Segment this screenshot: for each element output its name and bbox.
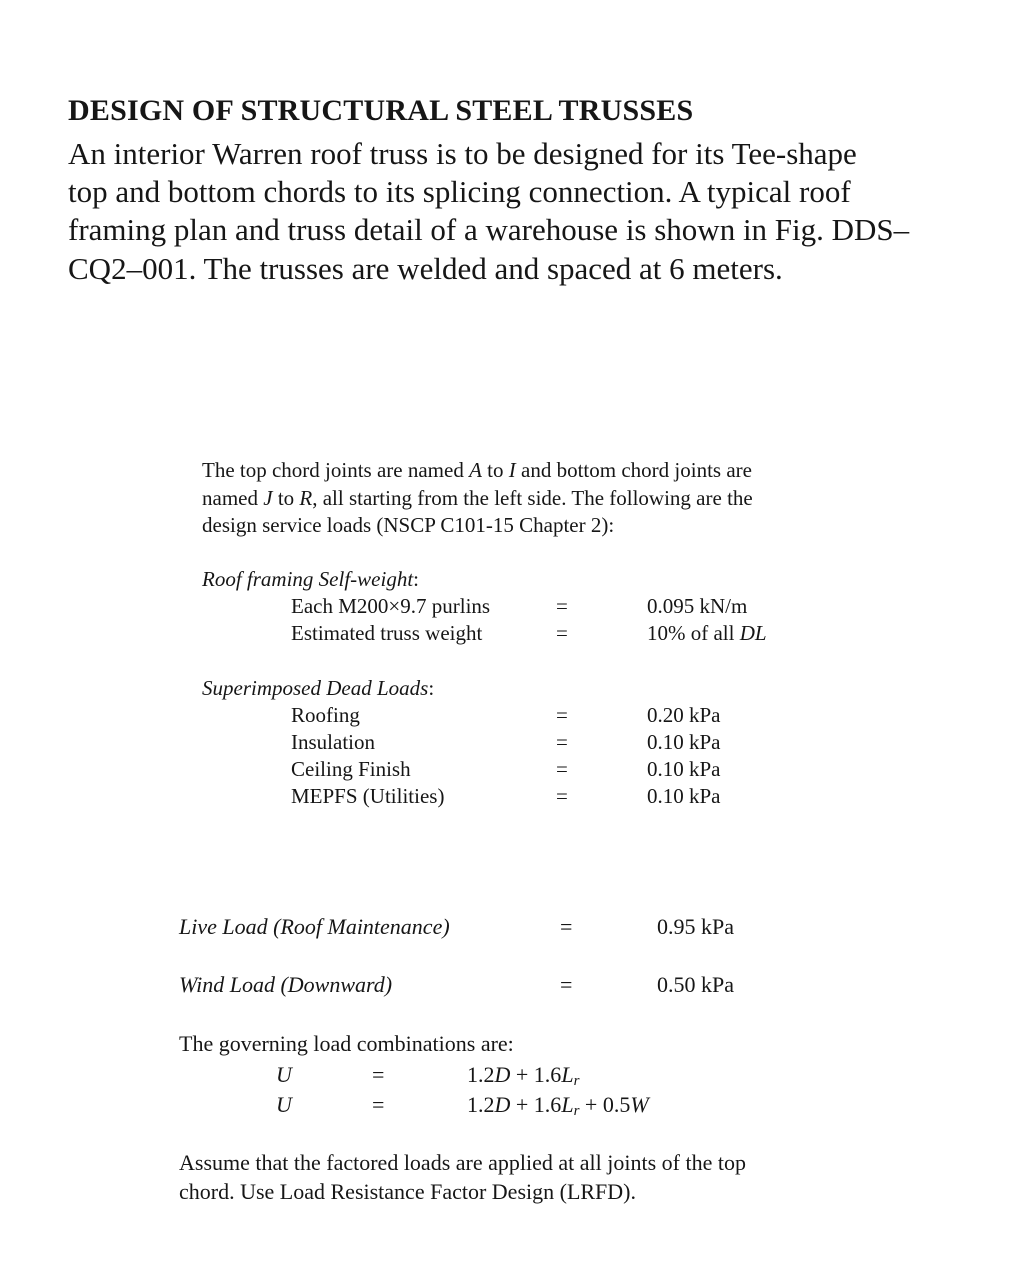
- superimposed-value-ceiling: 0.10 kPa: [647, 757, 721, 781]
- self-weight-label-truss: Estimated truss weight: [291, 621, 483, 645]
- joints-paragraph-line-3: design service loads (NSCP C101-15 Chapter 2):: [202, 513, 615, 537]
- intro-line-4: CQ2–001. The trusses are welded and spaced at 6 meters.: [68, 251, 783, 286]
- superimposed-value-mepfs: 0.10 kPa: [647, 784, 721, 808]
- self-weight-label-purlins: Each M200×9.7 purlins: [291, 594, 491, 618]
- combination-2-formula: $1.2D + 1.6L_r + 0.5W$: [467, 1092, 649, 1119]
- superimposed-label-mepfs: MEPFS (Utilities): [291, 784, 445, 808]
- superimposed-equals-mepfs: =: [556, 784, 568, 808]
- superimposed-equals-ceiling: =: [556, 757, 568, 781]
- superimposed-heading: Superimposed Dead Loads:: [202, 676, 435, 700]
- self-weight-value-purlins: 0.095 kN/m: [647, 594, 748, 618]
- self-weight-heading: Roof framing Self-weight:: [202, 567, 419, 591]
- superimposed-equals-insulation: =: [556, 730, 568, 754]
- closing-line-2: chord. Use Load Resistance Factor Design (LRFD).: [179, 1179, 637, 1204]
- document-title: DESIGN OF STRUCTURAL STEEL TRUSSES: [68, 94, 694, 127]
- wind-load-value: 0.50 kPa: [657, 972, 734, 997]
- superimposed-label-roofing: Roofing: [291, 703, 360, 727]
- intro-line-2: top and bottom chords to its splicing connection. A typical roof: [68, 174, 851, 209]
- self-weight-equals-truss: =: [556, 621, 568, 645]
- combinations-heading: The governing load combinations are:: [179, 1031, 514, 1056]
- live-load-equals: =: [560, 914, 573, 939]
- self-weight-value-truss: 10% of all DL: [647, 621, 767, 645]
- superimposed-value-roofing: 0.20 kPa: [647, 703, 721, 727]
- live-load-label: Live Load (Roof Maintenance): [179, 914, 450, 939]
- joints-paragraph-line-1: The top chord joints are named A to I and bottom chord joints are: [202, 458, 752, 482]
- self-weight-equals-purlins: =: [556, 594, 568, 618]
- wind-load-equals: =: [560, 972, 573, 997]
- superimposed-label-insulation: Insulation: [291, 730, 375, 754]
- live-load-value: 0.95 kPa: [657, 914, 734, 939]
- combination-1-equals: =: [372, 1062, 385, 1087]
- intro-line-3: framing plan and truss detail of a warehouse is shown in Fig. DDS–: [68, 212, 910, 247]
- superimposed-value-insulation: 0.10 kPa: [647, 730, 721, 754]
- closing-line-1: Assume that the factored loads are applied at all joints of the top: [179, 1150, 746, 1175]
- superimposed-label-ceiling: Ceiling Finish: [291, 757, 411, 781]
- wind-load-label: Wind Load (Downward): [179, 972, 393, 997]
- intro-line-1: An interior Warren roof truss is to be designed for its Tee-shape: [68, 136, 857, 171]
- superimposed-equals-roofing: =: [556, 703, 568, 727]
- combination-2-equals: =: [372, 1092, 385, 1117]
- combination-1-symbol: U: [276, 1062, 292, 1087]
- combination-1-formula: $1.2D + 1.6L_r$: [467, 1062, 580, 1089]
- combination-2-symbol: U: [276, 1092, 292, 1117]
- joints-paragraph-line-2: named J to R, all starting from the left side. The following are the: [202, 486, 753, 510]
